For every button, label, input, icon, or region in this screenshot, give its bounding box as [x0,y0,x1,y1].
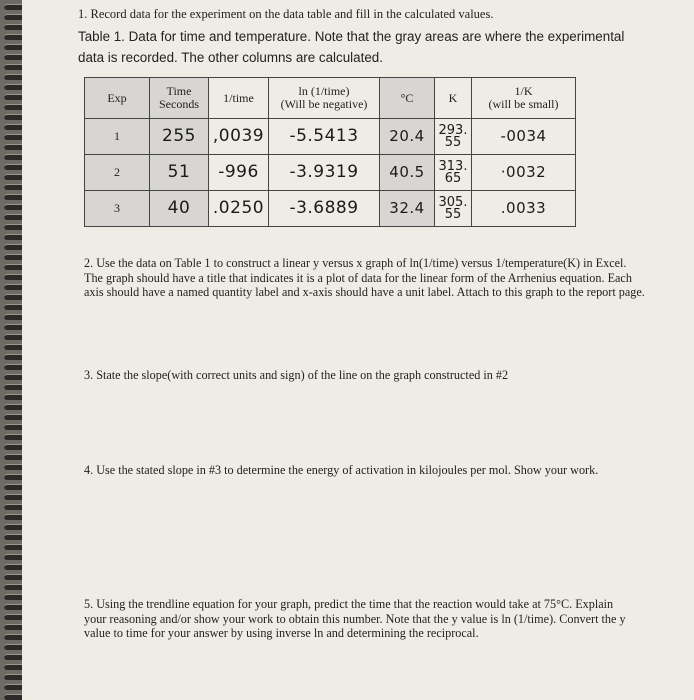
cell-inv-k: -0034 [472,119,576,155]
cell-kelvin: 293. 55 [435,119,472,155]
header-time: Time Seconds [150,78,209,119]
cell-celsius: 20.4 [380,119,435,155]
cell-inv-time: -996 [209,155,269,191]
cell-inv-time: .0250 [209,191,269,227]
table-row [85,155,576,191]
question-2: 2. Use the data on Table 1 to construct a linear y versus x graph of ln(1/time) versus 1/temperature(K) in Excel. The graph should have a title that indicates it is a plot of data for the linear form of the Arrhenius equation. Each axis should have a named quantity label and x-axis should have a unit label. Attach to this graph to the report page. [84,256,645,299]
question-4: 4. Use the stated slope in #3 to determine the energy of activation in kilojoules per mol. Show your work. [84,463,599,477]
table-row [85,191,576,227]
cell-time: 40 [150,191,209,227]
header-inv-k: 1/K (will be small) [472,78,576,119]
header-celsius: °C [380,78,435,119]
cell-ln: -3.9319 [269,155,380,191]
header-inv-time: 1/time [209,78,269,119]
cell-inv-time: ,0039 [209,119,269,155]
header-exp: Exp [85,78,150,119]
cell-time: 51 [150,155,209,191]
cell-exp: 1 [85,119,150,155]
cell-exp: 2 [85,155,150,191]
cell-celsius: 40.5 [380,155,435,191]
cell-inv-k: .0033 [472,191,576,227]
question-3: 3. State the slope(with correct units and sign) of the line on the graph constructed in #2 [84,368,509,382]
cell-kelvin: 313. 65 [435,155,472,191]
cell-inv-k: ·0032 [472,155,576,191]
question-5: 5. Using the trendline equation for your graph, predict the time that the reaction would take at 75°C. Explain your reasoning and/or show your work to obtain this number. Note that the y value is ln (1/time). Convert the y value to time for your answer by using inverse ln and determining the reciprocal. [84,597,626,640]
cell-ln: -5.5413 [269,119,380,155]
table-title: Table 1. Data for time and temperature. Note that the gray areas are where the experimental data is recorded. The other columns are calculated. [78,29,625,65]
table-header-row [85,78,576,119]
intro-text: 1. Record data for the experiment on the data table and fill in the calculated values. [78,7,494,21]
worksheet-page [22,0,694,700]
cell-ln: -3.6889 [269,191,380,227]
data-table [84,77,576,227]
cell-exp: 3 [85,191,150,227]
table-row [85,119,576,155]
cell-kelvin: 305. 55 [435,191,472,227]
header-kelvin: K [435,78,472,119]
header-ln: ln (1/time) (Will be negative) [269,78,380,119]
cell-time: 255 [150,119,209,155]
cell-celsius: 32.4 [380,191,435,227]
